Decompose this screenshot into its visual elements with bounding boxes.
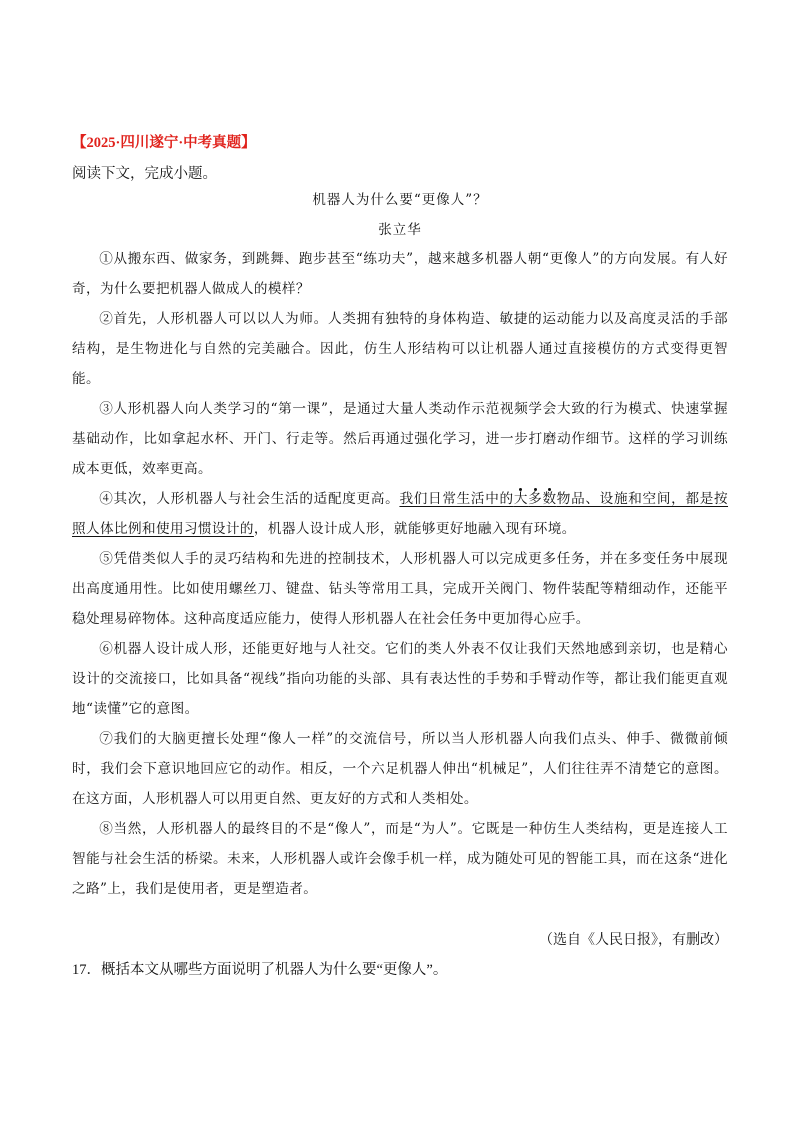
paragraph-4-lead: ④其次，人形机器人与社会生活的适配度更高。 (99, 491, 400, 507)
emphasized-words (514, 491, 557, 507)
paragraph-7: ⑦我们的大脑更擅长处理“像人一样”的交流信号，所以当人形机器人向我们点头、伸手、微微前倾时，我们会下意识地回应它的动作。相反，一个六足机器人伸出“机械足”，人们往往弄不清楚它的意图。在这方面，人形机器人可以用更自然、更友好的方式和人类相处。 (72, 731, 728, 807)
article-body (72, 244, 728, 904)
paragraph-5: ⑤凭借类似人手的灵巧结构和先进的控制技术，人形机器人可以完成更多任务，并在多变任务中展现出高度通用性。比如使用螺丝刀、键盘、钻头等常用工具，完成开关阀门、物件装配等精细动作，还能平稳处理易碎物体。这种高度适应能力，使得人形机器人在社会任务中更加得心应手。 (72, 551, 728, 627)
emphasis-char-3: 数 (542, 491, 557, 507)
question-17: 17．概括本文从哪些方面说明了机器人为什么要“更像人”。 (72, 962, 448, 978)
paragraph-3: ③人形机器人向人类学习的“第一课”，是通过大量人类动作示范视频学会大致的行为模式、快速掌握基础动作，比如拿起水杯、开门、行走等。然后再通过强化学习，进一步打磨动作细节。这样的学习训练成本更低，效率更高。 (72, 401, 728, 477)
emphasis-char-1: 大 (513, 491, 529, 507)
paragraph-2: ②首先，人形机器人可以以人为师。人类拥有独特的身体构造、敏捷的运动能力以及高度灵活的手部结构，是生物进化与自然的完美融合。因此，仿生人形结构可以让机器人通过直接模仿的方式变得更智能。 (72, 311, 728, 387)
paragraph-8: ⑧当然，人形机器人的最终目的不是“像人”，而是“为人”。它既是一种仿生人类结构，更是连接人工智能与社会生活的桥梁。未来，人形机器人或许会像手机一样，成为随处可见的智能工具，而在这条“进化之路”上，我们是使用者，更是塑造者。 (72, 821, 728, 897)
article-title: 机器人为什么要“更像人”？ (312, 192, 488, 208)
article-citation: （选自《人民日报》，有删改） (539, 933, 728, 948)
underlined-part-b: 物品、设施和空间，都是按照人体比例和使用习惯设计的 (72, 491, 729, 537)
source-tag: 【2025·四川遂宁·中考真题】 (72, 135, 256, 151)
emphasis-char-2: 多 (528, 491, 543, 507)
underlined-part-a: 我们日常生活中的 (399, 491, 514, 507)
paragraph-4-tail: ，机器人设计成人形，就能够更好地融入现有环境。 (253, 521, 576, 537)
article-author: 张立华 (378, 222, 422, 238)
paragraph-4 (72, 484, 728, 544)
reading-instruction: 阅读下文，完成小题。 (72, 166, 217, 182)
paragraph-1: ①从搬东西、做家务，到跳舞、跑步甚至“练功夫”，越来越多机器人朝“更像人”的方向发展。有人好奇，为什么要把机器人做成人的模样？ (72, 251, 728, 297)
paragraph-6: ⑥机器人设计成人形，还能更好地与人社交。它们的类人外表不仅让我们天然地感到亲切，也是精心设计的交流接口，比如具备“视线”指向功能的头部、具有表达性的手势和手臂动作等，都让我们能更直观地“读懂”它的意图。 (72, 641, 728, 717)
